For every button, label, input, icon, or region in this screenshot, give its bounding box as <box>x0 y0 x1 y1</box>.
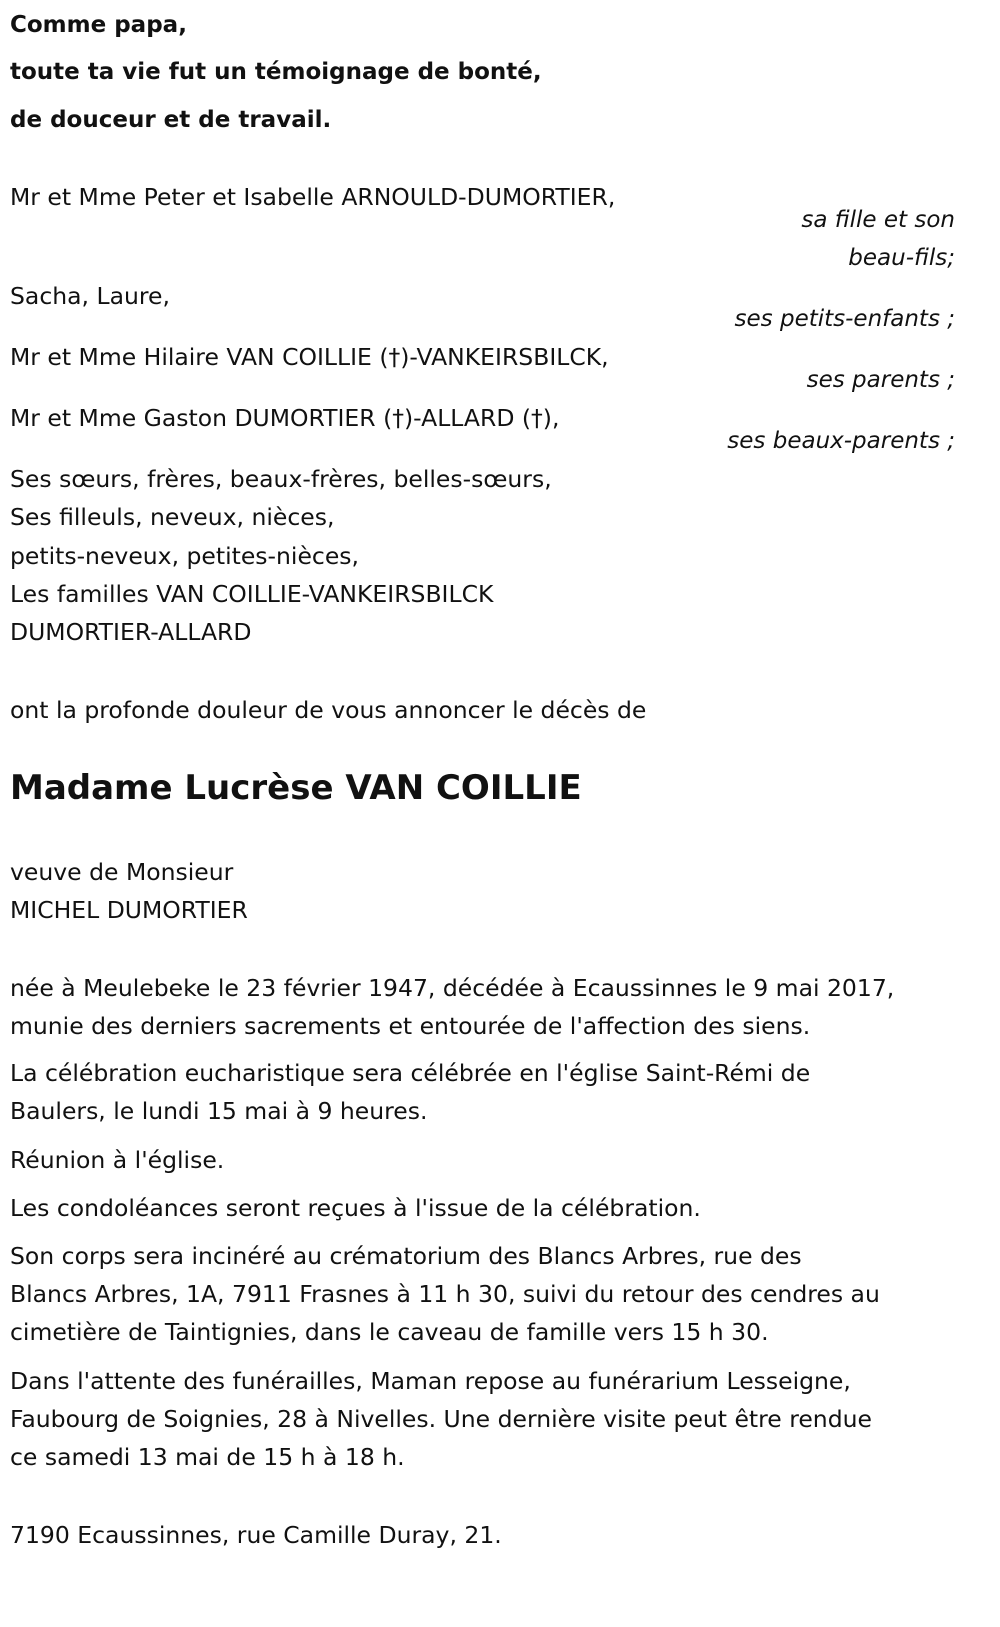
other-family-line: DUMORTIER-ALLARD <box>10 618 252 646</box>
body-line: Son corps sera incinéré au crématorium des Blancs Arbres, rue des <box>10 1242 802 1270</box>
other-family-line: Ses sœurs, frères, beaux-frères, belles-sœurs, <box>10 465 552 493</box>
family-relation: ses petits-enfants ; <box>734 306 955 332</box>
widow-line: veuve de Monsieur <box>10 858 234 886</box>
family-name: Mr et Mme Hilaire VAN COILLIE (†)-VANKEIRSBILCK, <box>10 343 609 371</box>
body-line: cimetière de Taintignies, dans le caveau de famille vers 15 h 30. <box>10 1318 769 1346</box>
body-line: Blancs Arbres, 1A, 7911 Frasnes à 11 h 30, suivi du retour des cendres au <box>10 1280 880 1308</box>
body-line: Faubourg de Soignies, 28 à Nivelles. Une dernière visite peut être rendue <box>10 1405 872 1433</box>
body-line: Baulers, le lundi 15 mai à 9 heures. <box>10 1097 428 1125</box>
other-family-line: petits-neveux, petites-nièces, <box>10 542 360 570</box>
body-line: ce samedi 13 mai de 15 h à 18 h. <box>10 1443 405 1471</box>
other-family-line: Les familles VAN COILLIE-VANKEIRSBILCK <box>10 580 494 608</box>
body-line: munie des derniers sacrements et entourée de l'affection des siens. <box>10 1012 811 1040</box>
epigraph-line: Comme papa, <box>10 12 187 38</box>
family-relation: ses beaux-parents ; <box>727 428 955 454</box>
widow-line: MICHEL DUMORTIER <box>10 896 248 924</box>
family-name: Mr et Mme Gaston DUMORTIER (†)-ALLARD (†), <box>10 404 560 432</box>
announcement: ont la profonde douleur de vous annoncer le décès de <box>10 696 647 724</box>
family-relation: ses parents ; <box>806 367 955 393</box>
family-relation: sa fille et son <box>801 207 955 233</box>
epigraph-line: toute ta vie fut un témoignage de bonté, <box>10 59 542 85</box>
deceased-name: Madame Lucrèse VAN COILLIE <box>10 768 582 808</box>
body-line: née à Meulebeke le 23 février 1947, décédée à Ecaussinnes le 9 mai 2017, <box>10 974 895 1002</box>
body-line: Réunion à l'église. <box>10 1146 225 1174</box>
body-line: Dans l'attente des funérailles, Maman repose au funérarium Lesseigne, <box>10 1367 851 1395</box>
family-name: Mr et Mme Peter et Isabelle ARNOULD-DUMORTIER, <box>10 183 616 211</box>
other-family-line: Ses filleuls, neveux, nièces, <box>10 503 335 531</box>
epigraph-line: de douceur et de travail. <box>10 107 332 133</box>
family-name: Sacha, Laure, <box>10 282 170 310</box>
body-line: La célébration eucharistique sera célébrée en l'église Saint-Rémi de <box>10 1059 811 1087</box>
address: 7190 Ecaussinnes, rue Camille Duray, 21. <box>10 1521 502 1549</box>
body-line: Les condoléances seront reçues à l'issue de la célébration. <box>10 1194 701 1222</box>
family-relation: beau-fils; <box>848 245 955 271</box>
